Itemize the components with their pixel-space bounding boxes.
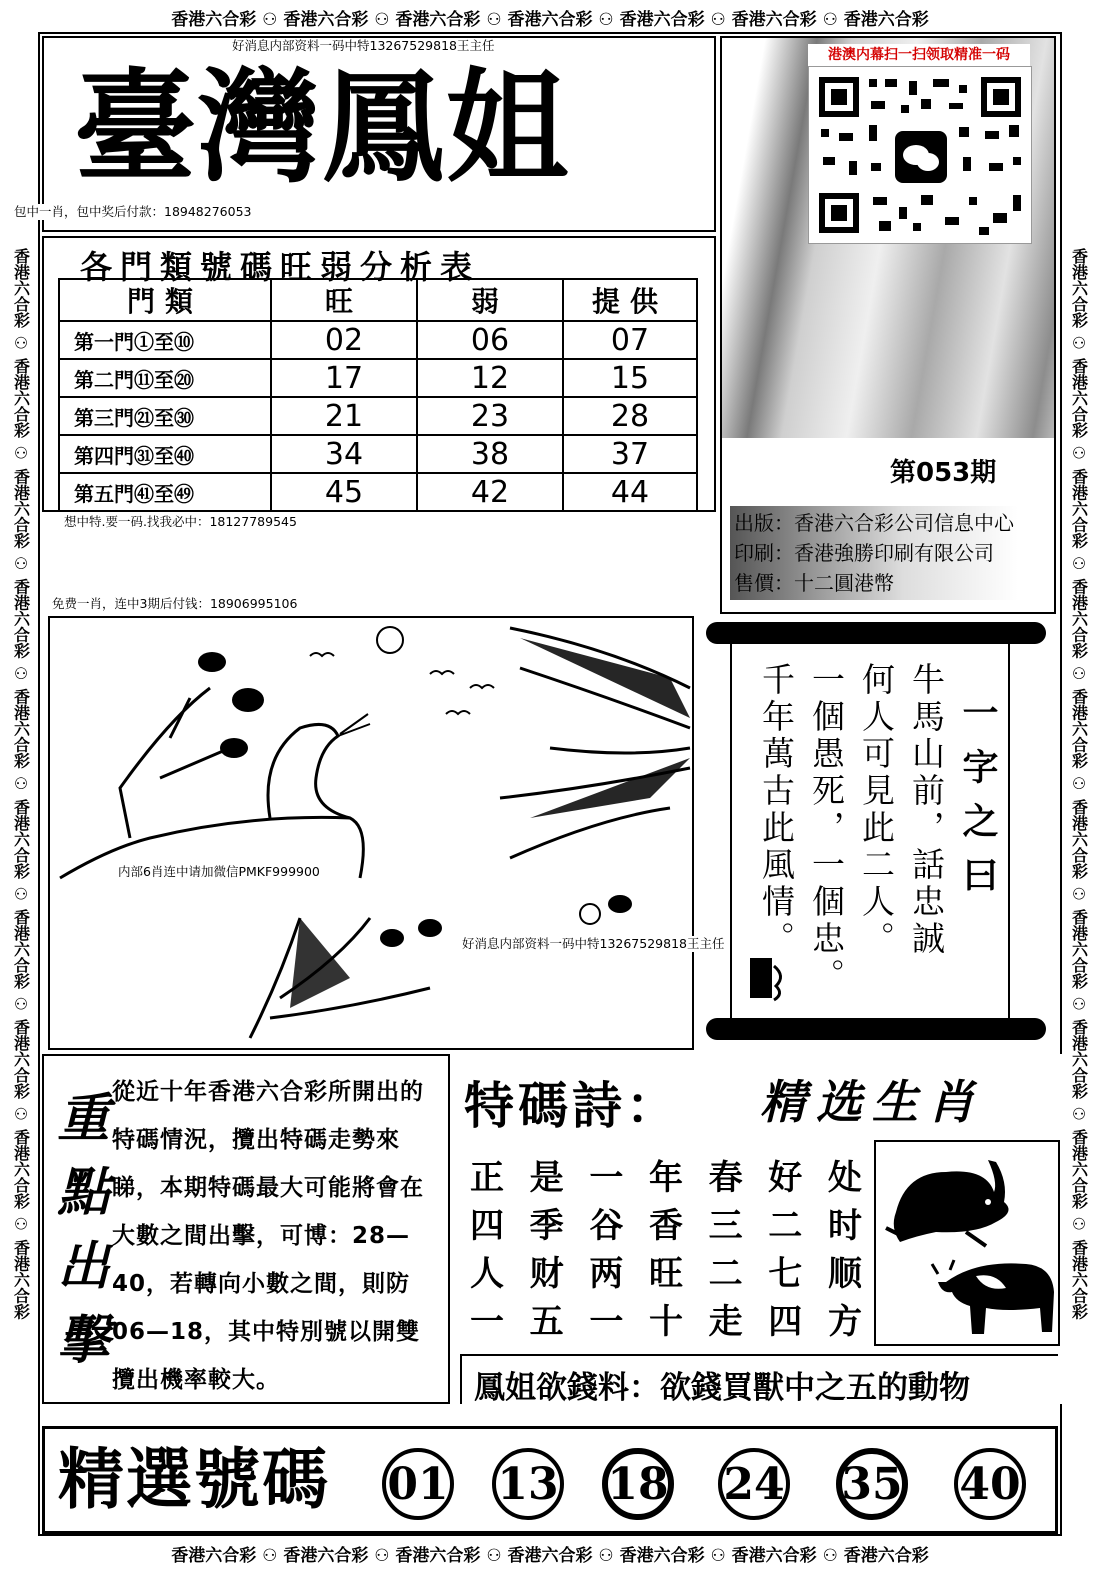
poem-char: 人 [470,1253,504,1294]
provide-cell: 15 [563,359,697,397]
qr-caption: 港澳内幕扫一扫领取精准一码 [808,44,1030,66]
number-ball: 24 [718,1448,790,1520]
scroll-bottom-rod [706,1018,1046,1040]
ad-free-one: 免费一肖，连中3期后付钱：18906995106 [52,596,298,611]
riddle-title: 一字之曰 [957,694,999,910]
poem-char: 春 [708,1157,743,1198]
strong-cell: 45 [271,473,417,511]
poem-char: 是 [529,1157,564,1198]
ad-wechat: 内部6肖连中请加微信PMKF999900 [118,864,320,879]
door-cell: 第一門①至⑩ [59,321,271,359]
poem-row [458,1198,874,1246]
header-strong: 旺 [271,279,417,321]
riddle-panel [730,644,1010,1018]
right-border-strip: 香港六合彩 ⚇ 香港六合彩 ⚇ 香港六合彩 ⚇ 香港六合彩 ⚇ 香港六合彩 ⚇ 香港六合彩 ⚇ 香港六合彩 ⚇ 香港六合彩 ⚇ 香港六合彩 ⚇ 香港六合彩 [1069,248,1089,1320]
poem-char: 一 [589,1301,624,1342]
poem-char: 谷 [589,1205,624,1246]
rabbit-and-ox-illustration [876,1142,1058,1344]
left-border-strip: 香港六合彩 ⚇ 香港六合彩 ⚇ 香港六合彩 ⚇ 香港六合彩 ⚇ 香港六合彩 ⚇ 香港六合彩 ⚇ 香港六合彩 ⚇ 香港六合彩 ⚇ 香港六合彩 ⚇ 香港六合彩 [11,248,31,1320]
number-ball: 18 [602,1448,674,1520]
bottom-border-strip: 香港六合彩 ⚇ 香港六合彩 ⚇ 香港六合彩 ⚇ 香港六合彩 ⚇ 香港六合彩 ⚇ 香港六合彩 ⚇ 香港六合彩 [171,1545,929,1566]
table-row [59,359,697,397]
weak-cell: 42 [417,473,563,511]
analysis-table-title: 各門類號碼旺弱分析表 [80,248,481,286]
door-cell: 第四門㉛至㊵ [59,435,271,473]
ad-want-special: 想中特.要一码.找我必中：18127789545 [64,514,297,529]
poem-grid [458,1150,874,1342]
printer-line: 印刷：香港強勝印刷有限公司 [734,541,994,565]
poem-char: 四 [470,1205,504,1246]
number-ball: 35 [836,1448,908,1520]
riddle-line-2: 何人可見此二人。 [857,662,896,958]
door-cell: 第三門㉑至㉚ [59,397,271,435]
table-row [59,321,697,359]
price-line: 售價：十二圓港幣 [734,571,894,595]
poem-row [458,1246,874,1294]
publication-info [730,506,1018,600]
poem-char: 四 [768,1301,803,1342]
poem-char: 两 [589,1253,624,1294]
provide-cell: 37 [563,435,697,473]
focus-text: 從近十年香港六合彩所開出的特碼情況，攬出特碼走勢來睇，本期特碼最大可能將會在大數之間出擊，可博：28—40，若轉向小數之間，則防06—18，其中特別號以開雙攬出機率較大。 [112,1079,424,1393]
focus-label: 重點出擊 [48,1090,109,1386]
header-door: 門類 [59,279,271,321]
selected-label: 精選號碼 [58,1441,330,1518]
poem-char: 财 [529,1253,564,1294]
table-row [59,473,697,511]
number-ball: 01 [382,1448,454,1520]
strong-cell: 21 [271,397,417,435]
provide-cell: 28 [563,397,697,435]
riddle-line-4: 千年萬古此風情。 [757,662,796,958]
header-provide: 提供 [563,279,697,321]
poem-char: 旺 [648,1253,683,1294]
illustration-box [48,616,694,1050]
money-clue-text: 鳳姐欲錢料：欲錢買獸中之五的動物 [474,1370,970,1406]
publisher-line: 出版：香港六合彩公司信息中心 [734,511,1014,535]
poem-char: 方 [827,1301,862,1342]
poem-char: 走 [708,1301,743,1342]
number-ball: 13 [492,1448,564,1520]
header-weak: 弱 [417,279,563,321]
riddle-line-1: 牛馬山前，話忠誠 [907,662,946,958]
zodiac-box [874,1140,1060,1346]
money-clue-box [460,1354,1058,1404]
qr-code[interactable] [808,66,1032,244]
poem-char: 年 [648,1157,683,1198]
poem-char: 一 [470,1301,504,1342]
poem-row [458,1294,874,1342]
seal-stamp-icon [748,956,788,1004]
poem-char: 二 [768,1205,803,1246]
poem-char: 香 [648,1205,683,1246]
poem-char: 七 [768,1253,803,1294]
masthead-title: 臺灣鳳姐 [74,57,570,199]
weak-cell: 23 [417,397,563,435]
poem-char: 五 [529,1301,564,1342]
poem-char: 好 [768,1157,803,1198]
number-ball: 40 [954,1448,1026,1520]
door-cell: 第五門㊶至㊾ [59,473,271,511]
poem-char: 十 [648,1301,683,1342]
masthead [42,36,716,232]
scroll-top-rod [706,622,1046,644]
table-header-row [59,279,697,321]
poem-subtitle: 精选生肖 [760,1075,984,1129]
poem-char: 正 [470,1157,504,1198]
poem-char: 季 [529,1205,564,1246]
provide-cell: 07 [563,321,697,359]
poem-title: 特碼詩： [464,1077,680,1135]
table-row [59,397,697,435]
ad-bottom-good-news: 好消息内部资料一码中特13267529818王主任 [462,936,725,951]
qr-code-icon [809,67,1031,243]
poem-row [458,1150,874,1198]
provide-cell: 44 [563,473,697,511]
bird-and-plant-illustration [50,618,694,1050]
poem-char: 顺 [827,1253,862,1294]
riddle-line-3: 一個愚死，一個忠。 [807,662,846,995]
weak-cell: 06 [417,321,563,359]
top-border-strip: 香港六合彩 ⚇ 香港六合彩 ⚇ 香港六合彩 ⚇ 香港六合彩 ⚇ 香港六合彩 ⚇ 香港六合彩 ⚇ 香港六合彩 [171,9,929,30]
analysis-table [58,278,698,512]
strong-cell: 34 [271,435,417,473]
poem-char: 一 [589,1157,624,1198]
table-row [59,435,697,473]
poem-char: 时 [827,1205,862,1246]
poem-char: 处 [827,1157,862,1198]
strong-cell: 02 [271,321,417,359]
ad-top: 好消息内部资料一码中特13267529818王主任 [232,38,495,53]
ad-pay-after: 包中一肖，包中奖后付款：18948276053 [14,204,252,219]
weak-cell: 38 [417,435,563,473]
poem-char: 二 [708,1253,743,1294]
weak-cell: 12 [417,359,563,397]
poem-char: 三 [708,1205,743,1246]
issue-label: 第053期 [890,458,997,488]
door-cell: 第二門⑪至⑳ [59,359,271,397]
strong-cell: 17 [271,359,417,397]
